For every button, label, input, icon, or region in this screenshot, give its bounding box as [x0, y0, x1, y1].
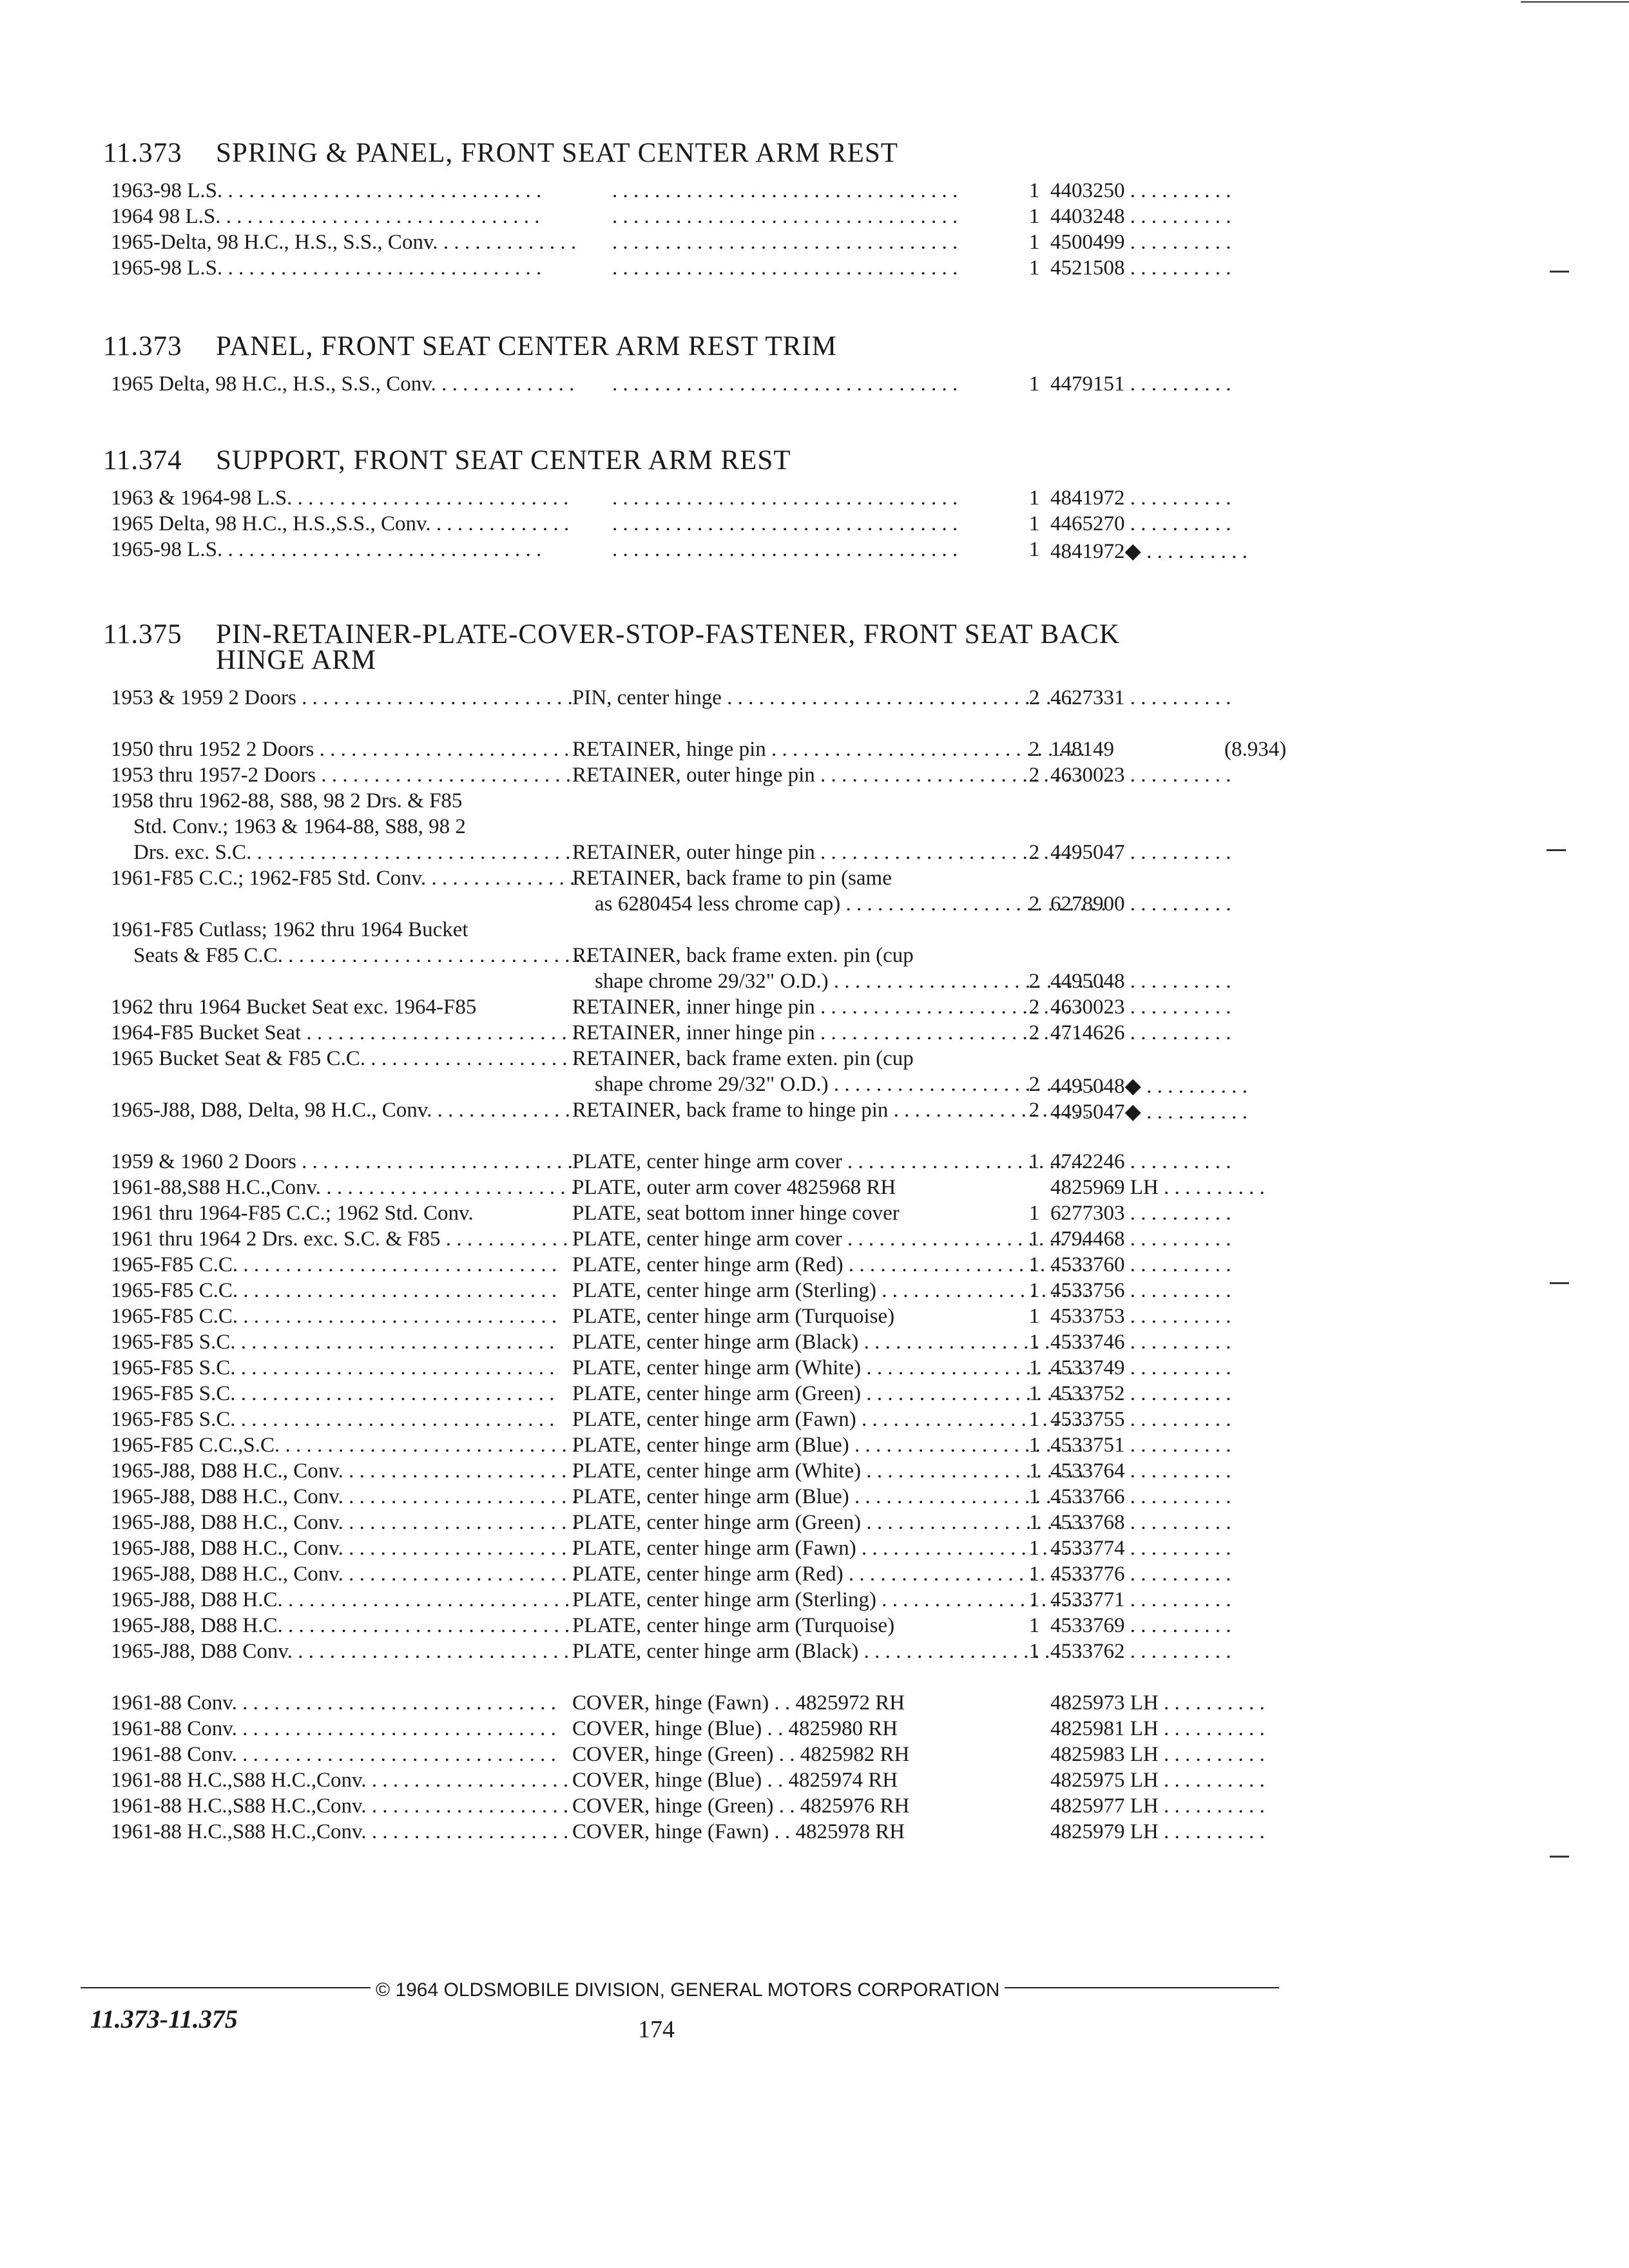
model-cell: 1965-F85 S.C. . . . — [111, 1356, 575, 1380]
page-number: 174 — [638, 2016, 675, 2043]
quantity-cell: 1 — [1028, 1459, 1040, 1483]
part-row — [103, 1279, 1327, 1305]
description-cell: as 6280454 less chrome cap) . . . — [572, 892, 1110, 916]
part-row — [103, 1717, 1327, 1743]
description-cell: PLATE, center hinge arm (Black) . . . — [572, 1640, 1088, 1664]
part-number-cell: 4841972◆ . . . — [1050, 538, 1347, 564]
part-row — [103, 538, 1327, 564]
part-number-cell: 4825969 LH . . . — [1050, 1176, 1347, 1200]
part-number-cell: 148149 — [1050, 738, 1114, 761]
part-row — [103, 764, 1327, 789]
quantity-cell: 2 — [1028, 970, 1040, 993]
quantity-cell: 2 — [1028, 841, 1040, 864]
model-cell: 1965-J88, D88 H.C., Conv. . . . — [111, 1537, 575, 1561]
part-row — [103, 1743, 1327, 1769]
part-row — [103, 867, 1327, 892]
section-title: PANEL, FRONT SEAT CENTER ARM REST TRIM — [216, 331, 837, 361]
part-number-cell: 4533771 . . . — [1050, 1588, 1347, 1612]
part-row — [103, 815, 1327, 841]
part-number-cell: 4825981 LH . . . — [1050, 1717, 1347, 1741]
part-row — [103, 231, 1327, 256]
model-cell: 1962 thru 1964 Bucket Seat exc. 1964-F85 — [111, 995, 477, 1019]
model-cell: Seats & F85 C.C. . . . — [111, 944, 597, 968]
parts-section — [103, 619, 1327, 1846]
model-cell: 1965-F85 C.C.,S.C. . . . — [111, 1434, 575, 1457]
description-cell: PLATE, center hinge arm (Blue) . . . — [572, 1434, 1088, 1457]
part-row — [103, 1073, 1327, 1099]
model-cell: Std. Conv.; 1963 & 1964-88, S88, 98 2 — [133, 815, 466, 838]
description-cell: RETAINER, back frame exten. pin (cup — [572, 944, 914, 967]
model-cell: 1950 thru 1952 2 Doors . . . — [111, 738, 575, 762]
margin-mark — [1550, 271, 1569, 273]
part-number-cell: 4533769 . . . — [1050, 1614, 1347, 1638]
copyright-notice: © 1964 OLDSMOBILE DIVISION, GENERAL MOTORS CORPORATION — [371, 1979, 1005, 2001]
part-number-cell: 4465270 . . . — [1050, 512, 1347, 536]
part-number-cell: 6277303 . . . — [1050, 1202, 1347, 1225]
part-row — [103, 1021, 1327, 1047]
description-cell: COVER, hinge (Fawn) . . 4825972 RH — [572, 1691, 905, 1715]
quantity-cell: 1 — [1028, 1614, 1040, 1637]
section-heading — [103, 445, 1327, 476]
model-cell: 1961-88 Conv. . . . — [111, 1691, 575, 1715]
quantity-cell: 1 — [1028, 179, 1040, 202]
model-cell: 1961-88,S88 H.C.,Conv. . . . — [111, 1176, 575, 1200]
part-row — [103, 1202, 1327, 1227]
model-cell: 1965-F85 S.C. . . . — [111, 1331, 575, 1354]
part-row — [103, 205, 1327, 231]
description-cell: PLATE, center hinge arm (Green) . . . — [572, 1382, 1088, 1406]
section-number: 11.374 — [103, 445, 182, 476]
quantity-cell: 1 — [1028, 372, 1040, 396]
section-heading — [103, 140, 1327, 166]
quantity-cell: 2 — [1028, 764, 1040, 787]
model-cell: 1965-J88, D88 Conv. . . . — [111, 1640, 575, 1664]
part-row — [103, 179, 1327, 205]
part-number-cell: 4825977 LH . . . — [1050, 1794, 1347, 1818]
model-cell: 1965-F85 S.C. . . . — [111, 1382, 575, 1406]
description-cell: PLATE, center hinge arm (Turquoise) — [572, 1305, 895, 1328]
part-number-cell: 4495048 . . . — [1050, 970, 1347, 994]
part-row — [103, 1820, 1327, 1846]
quantity-cell: 1 — [1028, 1356, 1040, 1379]
quantity-cell: 1 — [1028, 1640, 1040, 1663]
part-row — [103, 892, 1327, 918]
model-cell: 1965-J88, D88 H.C., Conv. . . . — [111, 1485, 575, 1509]
description-cell: PLATE, center hinge arm (Turquoise) — [572, 1614, 895, 1637]
quantity-cell: 1 — [1028, 1408, 1040, 1431]
description-cell: PLATE, center hinge arm (Blue) . . . — [572, 1485, 1088, 1509]
part-row — [103, 918, 1327, 944]
margin-mark — [1550, 1856, 1569, 1858]
part-number-cell: 4825979 LH . . . — [1050, 1820, 1347, 1844]
scan-edge-line — [1521, 1, 1629, 3]
quantity-cell: 1 — [1028, 1537, 1040, 1560]
part-number-cell: 4533776 . . . — [1050, 1562, 1347, 1586]
quantity-cell: 1 — [1028, 1305, 1040, 1328]
description-cell: RETAINER, inner hinge pin . . . — [572, 1021, 1088, 1045]
part-number-cell: 4533768 . . . — [1050, 1511, 1347, 1535]
model-cell: 1964-F85 Bucket Seat . . . — [111, 1021, 575, 1045]
description-cell: RETAINER, outer hinge pin . . . — [572, 841, 1088, 865]
description-cell: PLATE, center hinge arm cover . . . — [572, 1227, 1088, 1251]
part-number-cell: 4630023 . . . — [1050, 995, 1347, 1019]
part-number-cell: 4825983 LH . . . — [1050, 1743, 1347, 1767]
part-number-cell: 4533762 . . . — [1050, 1640, 1347, 1664]
description-cell: PLATE, center hinge arm (Red) . . . — [572, 1562, 1088, 1586]
quantity-cell: 1 — [1028, 1253, 1040, 1276]
part-row — [103, 1176, 1327, 1202]
part-row — [103, 686, 1327, 712]
quantity-cell: 2 — [1028, 1021, 1040, 1044]
description-cell: RETAINER, inner hinge pin . . . — [572, 995, 1088, 1019]
description-cell: shape chrome 29/32" O.D.) . . . — [572, 970, 1110, 994]
quantity-cell: 1 — [1028, 1150, 1040, 1173]
section-number: 11.373 — [103, 138, 182, 168]
quantity-cell: 1 — [1028, 205, 1040, 228]
quantity-cell: 2 — [1028, 892, 1040, 916]
part-row — [103, 1794, 1327, 1820]
part-row — [103, 1537, 1327, 1562]
part-row — [103, 1227, 1327, 1253]
model-cell: 1961 thru 1964 2 Drs. exc. S.C. & F85 . . . — [111, 1227, 575, 1251]
part-row — [103, 512, 1327, 538]
quantity-cell: 1 — [1028, 1202, 1040, 1225]
part-number-cell: 4500499 . . . — [1050, 231, 1347, 255]
part-number-cell: 4403250 . . . — [1050, 179, 1347, 203]
part-row — [103, 1562, 1327, 1588]
part-number-cell: 4533760 . . . — [1050, 1253, 1347, 1277]
quantity-cell: 2 — [1028, 995, 1040, 1019]
part-row — [103, 1331, 1327, 1356]
part-number-cell: 4627331 . . . — [1050, 686, 1347, 710]
part-row — [103, 995, 1327, 1021]
description-cell: PLATE, center hinge arm cover . . . — [572, 1150, 1088, 1174]
description-cell: COVER, hinge (Blue) . . 4825980 RH — [572, 1717, 898, 1740]
part-number-cell: 4495047◆ . . . — [1050, 1099, 1347, 1124]
margin-mark — [1547, 849, 1566, 851]
part-row — [103, 1588, 1327, 1614]
parts-section — [103, 140, 1327, 282]
part-number-cell: 4533746 . . . — [1050, 1331, 1347, 1354]
quantity-cell: 1 — [1028, 486, 1040, 510]
quantity-cell: 1 — [1028, 512, 1040, 535]
part-row — [103, 1691, 1327, 1717]
model-cell: 1961-F85 C.C.; 1962-F85 Std. Conv. . . . — [111, 867, 575, 890]
part-number-cell: 4533774 . . . — [1050, 1537, 1347, 1561]
section-title: SUPPORT, FRONT SEAT CENTER ARM REST — [216, 445, 791, 476]
part-row — [103, 841, 1327, 867]
part-number-cell: 4714626 . . . — [1050, 1021, 1347, 1045]
description-cell: PLATE, center hinge arm (Fawn) . . . — [572, 1537, 1088, 1561]
description-cell: PLATE, seat bottom inner hinge cover — [572, 1202, 900, 1225]
quantity-cell: 1 — [1028, 1562, 1040, 1586]
description-cell: PLATE, center hinge arm (Sterling) . . . — [572, 1588, 1088, 1612]
model-cell: 1965-J88, D88, Delta, 98 H.C., Conv. . . . — [111, 1099, 575, 1122]
description-cell: COVER, hinge (Green) . . 4825976 RH — [572, 1794, 910, 1818]
model-cell: 1965-Delta, 98 H.C., H.S., S.S., Conv. . . . — [111, 231, 575, 255]
model-cell: 1953 & 1959 2 Doors . . . — [111, 686, 575, 710]
section-range: 11.373-11.375 — [90, 2004, 238, 2033]
part-row — [103, 1434, 1327, 1459]
section-heading — [103, 619, 1327, 675]
part-number-cell: 6278900 . . . — [1050, 892, 1347, 916]
model-cell: 1965 Delta, 98 H.C., H.S.,S.S., Conv. . . . — [111, 512, 575, 536]
description-cell: PLATE, center hinge arm (Black) . . . — [572, 1331, 1088, 1354]
part-row — [103, 372, 1327, 398]
section-number: 11.373 — [103, 331, 182, 361]
part-number-cell: 4533751 . . . — [1050, 1434, 1347, 1457]
part-number-cell: 4825975 LH . . . — [1050, 1769, 1347, 1792]
description-cell: PLATE, center hinge arm (Sterling) . . . — [572, 1279, 1088, 1303]
description-cell: COVER, hinge (Fawn) . . 4825978 RH — [572, 1820, 905, 1843]
part-number-cell: 4742246 . . . — [1050, 1150, 1347, 1174]
model-cell: 1965-J88, D88 H.C. . . . — [111, 1614, 575, 1638]
model-cell: 1961-88 H.C.,S88 H.C.,Conv. . . . — [111, 1820, 575, 1844]
part-number-cell: 4533756 . . . — [1050, 1279, 1347, 1303]
model-cell: 1961-88 Conv. . . . — [111, 1717, 575, 1741]
model-cell: 1965-F85 C.C. . . . — [111, 1253, 575, 1277]
part-row — [103, 1099, 1327, 1124]
part-number-cell: 4630023 . . . — [1050, 764, 1347, 787]
part-number-cell: 4495048◆ . . . — [1050, 1073, 1347, 1099]
model-cell: 1965-98 L.S. . . . — [111, 256, 575, 280]
part-row — [103, 1408, 1327, 1434]
description-cell: RETAINER, hinge pin . . . — [572, 738, 1088, 762]
model-cell: 1963 & 1964-98 L.S. . . . — [111, 486, 575, 510]
model-cell: 1965-J88, D88 H.C., Conv. . . . — [111, 1459, 575, 1483]
part-row — [103, 1047, 1327, 1073]
model-cell: 1961-88 Conv. . . . — [111, 1743, 575, 1767]
part-row — [103, 1511, 1327, 1537]
parts-section — [103, 445, 1327, 564]
section-title: PIN-RETAINER-PLATE-COVER-STOP-FASTENER, FRONT SEAT BACK HINGE ARM — [216, 619, 1120, 675]
model-cell: 1961 thru 1964-F85 C.C.; 1962 Std. Conv. — [111, 1202, 474, 1225]
model-cell: 1961-88 H.C.,S88 H.C.,Conv. . . . — [111, 1769, 575, 1792]
section-number: 11.375 — [103, 619, 182, 649]
quantity-cell: 1 — [1028, 1485, 1040, 1508]
margin-mark — [1550, 1282, 1569, 1284]
model-cell: 1958 thru 1962-88, S88, 98 2 Drs. & F85 — [111, 789, 463, 812]
model-cell: 1959 & 1960 2 Doors . . . — [111, 1150, 575, 1174]
part-row — [103, 1459, 1327, 1485]
model-cell: Drs. exc. S.C. . . . — [111, 841, 597, 865]
description-cell: shape chrome 29/32" O.D.) . . . — [572, 1073, 1110, 1097]
model-cell: 1965-J88, D88 H.C. . . . — [111, 1588, 575, 1612]
description-cell: PLATE, outer arm cover 4825968 RH — [572, 1176, 896, 1199]
model-cell: 1963-98 L.S. . . . — [111, 179, 575, 203]
part-number-cell: 4533766 . . . — [1050, 1485, 1347, 1509]
model-cell: 1964 98 L.S. . . . — [111, 205, 575, 229]
part-row — [103, 1640, 1327, 1666]
model-cell: 1965 Delta, 98 H.C., H.S., S.S., Conv. . . . — [111, 372, 575, 396]
part-number-cell: 4521508 . . . — [1050, 256, 1347, 280]
part-row — [103, 789, 1327, 815]
description-cell: RETAINER, back frame to hinge pin . . . — [572, 1099, 1088, 1122]
description-cell: COVER, hinge (Green) . . 4825982 RH — [572, 1743, 910, 1766]
model-cell: 1961-88 H.C.,S88 H.C.,Conv. . . . — [111, 1794, 575, 1818]
part-row — [103, 1150, 1327, 1176]
quantity-cell: 1 — [1028, 256, 1040, 280]
quantity-cell: 1 — [1028, 1227, 1040, 1251]
quantity-cell: 2 — [1028, 1073, 1040, 1096]
part-row — [103, 1253, 1327, 1279]
description-cell: PLATE, center hinge arm (Fawn) . . . — [572, 1408, 1088, 1432]
part-row — [103, 1769, 1327, 1794]
part-number-cell: 4825973 LH . . . — [1050, 1691, 1347, 1715]
quantity-cell: 1 — [1028, 1434, 1040, 1457]
model-cell: 1965-F85 C.C. . . . — [111, 1305, 575, 1329]
model-cell: 1965-J88, D88 H.C., Conv. . . . — [111, 1511, 575, 1535]
model-cell: 1953 thru 1957-2 Doors . . . — [111, 764, 575, 787]
quantity-cell: 1 — [1028, 1279, 1040, 1302]
part-row — [103, 1485, 1327, 1511]
part-row — [103, 1614, 1327, 1640]
part-number-cell: 4533755 . . . — [1050, 1408, 1347, 1432]
description-cell: PLATE, center hinge arm (Red) . . . — [572, 1253, 1088, 1277]
model-cell: 1965-F85 C.C. . . . — [111, 1279, 575, 1303]
section-title: SPRING & PANEL, FRONT SEAT CENTER ARM REST — [216, 138, 899, 168]
part-row — [103, 970, 1327, 995]
quantity-cell: 1 — [1028, 1382, 1040, 1405]
quantity-cell: 2 — [1028, 686, 1040, 709]
part-number-cell: 4841972 . . . — [1050, 486, 1347, 510]
parts-section — [103, 331, 1327, 398]
model-cell: 1965-F85 S.C. . . . — [111, 1408, 575, 1432]
part-number-cell: 4533752 . . . — [1050, 1382, 1347, 1406]
quantity-cell: 1 — [1028, 231, 1040, 254]
part-row — [103, 1305, 1327, 1331]
part-row — [103, 738, 1327, 764]
description-cell: PIN, center hinge . . . — [572, 686, 1088, 710]
part-number-cell: 4533764 . . . — [1050, 1459, 1347, 1483]
part-number-cell: 4533753 . . . — [1050, 1305, 1347, 1329]
part-number-cell: 4479151 . . . — [1050, 372, 1347, 396]
part-number-cell: 4533749 . . . — [1050, 1356, 1347, 1380]
part-number-cell: 4794468 . . . — [1050, 1227, 1347, 1251]
part-row — [103, 1356, 1327, 1382]
quantity-cell: 1 — [1028, 538, 1040, 561]
quantity-cell: 2 — [1028, 738, 1040, 761]
part-number-cell: 4403248 . . . — [1050, 205, 1347, 229]
description-cell: RETAINER, back frame to pin (same — [572, 867, 892, 890]
model-cell: 1961-F85 Cutlass; 1962 thru 1964 Bucket — [111, 918, 468, 941]
description-cell: PLATE, center hinge arm (Green) . . . — [572, 1511, 1088, 1535]
part-number-cell: 4495047 . . . — [1050, 841, 1347, 865]
description-cell: PLATE, center hinge arm (White) . . . — [572, 1356, 1088, 1380]
description-cell: RETAINER, back frame exten. pin (cup — [572, 1047, 914, 1070]
part-row — [103, 944, 1327, 970]
description-cell: RETAINER, outer hinge pin . . . — [572, 764, 1088, 787]
part-row — [103, 1382, 1327, 1408]
quantity-cell: 1 — [1028, 1331, 1040, 1354]
section-heading — [103, 331, 1327, 361]
model-cell: 1965-98 L.S. . . . — [111, 538, 575, 562]
quantity-cell: 1 — [1028, 1511, 1040, 1534]
description-cell: PLATE, center hinge arm (White) . . . — [572, 1459, 1088, 1483]
model-cell: 1965 Bucket Seat & F85 C.C. . . . — [111, 1047, 575, 1071]
description-cell: COVER, hinge (Blue) . . 4825974 RH — [572, 1769, 898, 1792]
quantity-cell: 1 — [1028, 1588, 1040, 1611]
quantity-cell: 2 — [1028, 1099, 1040, 1122]
model-cell: 1965-J88, D88 H.C., Conv. . . . — [111, 1562, 575, 1586]
part-row — [103, 256, 1327, 282]
part-row — [103, 486, 1327, 512]
cross-reference-note: (8.934) — [1224, 738, 1287, 761]
